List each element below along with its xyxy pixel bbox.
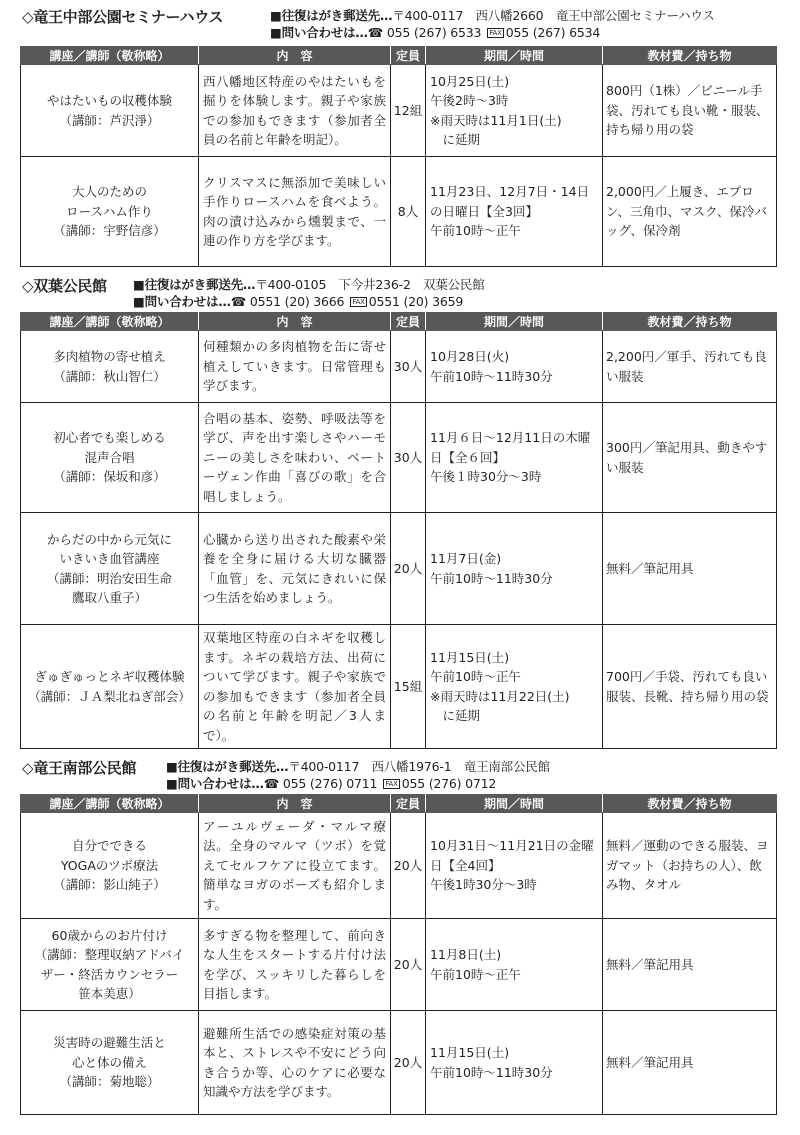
materials-cell: 無料／筆記用具	[603, 919, 777, 1011]
table-row	[21, 1011, 777, 1115]
tel: 055 (267) 6533	[386, 25, 482, 40]
materials-cell: 無料／運動のできる服装、ヨガマット（お持ちの人）、飲み物、タオル	[603, 813, 777, 919]
table-header: 講座／講師（敬称略） 内 容 定員 期間／時間 教材費／持ち物	[21, 313, 777, 331]
capacity-cell: 12組	[391, 65, 426, 157]
lecture-cell: からだの中から元気に いきいき血管講座 （講師：明治安田生命 鷹取八重子）	[21, 513, 199, 625]
period-cell: 10月25日(土) 午後2時～3時 ※雨天時は11月1日(土) に延期	[426, 65, 603, 157]
venue-info: ■往復はがき郵送先…〒400-0105 下今井236-2 双葉公民館 ■問い合わせは…☎ 0551 (20) 3666 FAX 0551 (20) 3659	[133, 277, 485, 309]
content-cell: アーユルヴェーダ・マルマ療法。全身のマルマ（ツボ）を覚えてセルフケアに役立てます。簡単なヨガのポーズも紹介します。	[199, 813, 391, 919]
venue-info: ■往復はがき郵送先…〒400-0117 西八幡2660 竜王中部公園セミナーハウス ■問い合わせは…☎ 055 (267) 6533 FAX 055 (267) 6534	[270, 8, 715, 40]
lecture-cell: ぎゅぎゅっとネギ収穫体験 （講師：ＪＡ梨北ねぎ部会）	[21, 625, 199, 749]
materials-cell: 2,000円／上履き、エプロン、三角巾、マスク、保冷バッグ、保冷剤	[603, 157, 777, 267]
period-cell: 11月15日(土) 午前10時～11時30分	[426, 1011, 603, 1115]
materials-cell: 300円／筆記用具、動きやすい服装	[603, 403, 777, 513]
materials-cell: 2,200円／軍手、汚れても良い服装	[603, 331, 777, 403]
capacity-cell: 30人	[391, 331, 426, 403]
table-row	[21, 813, 777, 919]
materials-cell: 無料／筆記用具	[603, 513, 777, 625]
course-table	[20, 46, 777, 267]
tel: 0551 (20) 3666	[249, 294, 345, 309]
lecture-cell: 自分でできる YOGAのツボ療法 （講師：影山純子）	[21, 813, 199, 919]
capacity-cell: 15組	[391, 625, 426, 749]
materials-cell: 800円（1株）／ビニール手袋、汚れても良い靴・服装、持ち帰り用の袋	[603, 65, 777, 157]
course-table	[20, 794, 777, 1115]
fax-icon: FAX	[385, 780, 398, 788]
section-ryuo-chubu	[20, 4, 780, 267]
content-cell: 双葉地区特産の白ネギを収穫します。ネギの栽培方法、出荷について学びます。親子や家族での参加もできます（参加者全員の名前と年齢を明記／3人まで）。	[199, 625, 391, 749]
period-cell: 11月8日(土) 午前10時～正午	[426, 919, 603, 1011]
fax: 055 (267) 6534	[505, 25, 601, 40]
address: 〒400-0117 西八幡1976-1 竜王南部公民館	[288, 759, 550, 774]
content-cell: 何種類かの多肉植物を缶に寄せ植えしていきます。日常管理も学びます。	[199, 331, 391, 403]
table-row	[21, 919, 777, 1011]
venue-title: ◇竜王南部公民館	[22, 759, 137, 777]
period-cell: 10月31日～11月21日の金曜日【全4回】 午後1時30分～3時	[426, 813, 603, 919]
tel: 055 (276) 0711	[282, 776, 378, 791]
capacity-cell: 20人	[391, 919, 426, 1011]
content-cell: 心臓から送り出された酸素や栄養を全身に届ける大切な臓器「血管」を、元気にきれいに保つ生活を始めましょう。	[199, 513, 391, 625]
section-ryuo-nanbu	[20, 755, 780, 1115]
venue-info: ■往復はがき郵送先…〒400-0117 西八幡1976-1 竜王南部公民館 ■問い合わせは…☎ 055 (276) 0711 FAX 055 (276) 0712	[166, 759, 550, 791]
venue-title: ◇竜王中部公園セミナーハウス	[22, 8, 224, 26]
table-header: 講座／講師（敬称略） 内 容 定員 期間／時間 教材費／持ち物	[21, 795, 777, 813]
capacity-cell: 20人	[391, 1011, 426, 1115]
section-futaba	[20, 273, 780, 749]
phone-icon: ☎	[367, 25, 384, 40]
table-row	[21, 513, 777, 625]
fax-icon: FAX	[352, 298, 365, 306]
lecture-cell: 災害時の避難生活と 心と体の備え （講師：菊地聡）	[21, 1011, 199, 1115]
table-header: 講座／講師（敬称略） 内 容 定員 期間／時間 教材費／持ち物	[21, 47, 777, 65]
content-cell: 西八幡地区特産のやはたいもを掘りを体験します。親子や家族での参加もできます（参加者全員の名前と年齢を明記）。	[199, 65, 391, 157]
content-cell: 避難所生活での感染症対策の基本と、ストレスや不安にどう向き合うか等、心のケアに必要な知識や方法を学びます。	[199, 1011, 391, 1115]
period-cell: 11月23日、12月7日・14日の日曜日【全3回】 午前10時～正午	[426, 157, 603, 267]
content-cell: 多すぎる物を整理して、前向きな人生をスタートする片付け法を学び、スッキリした暮らしを目指します。	[199, 919, 391, 1011]
period-cell: 11月7日(金) 午前10時～11時30分	[426, 513, 603, 625]
period-cell: 11月15日(土) 午前10時～正午 ※雨天時は11月22日(土) に延期	[426, 625, 603, 749]
capacity-cell: 20人	[391, 813, 426, 919]
table-row	[21, 65, 777, 157]
lecture-cell: 多肉植物の寄せ植え （講師：秋山智仁）	[21, 331, 199, 403]
content-cell: 合唱の基本、姿勢、呼吸法等を学び、声を出す楽しさやハーモニーの美しさを味わい、ベートーヴェン作曲「喜びの歌」を合唱しましょう。	[199, 403, 391, 513]
course-table	[20, 312, 777, 749]
fax-icon: FAX	[489, 29, 502, 37]
venue-title: ◇双葉公民館	[22, 277, 107, 295]
materials-cell: 無料／筆記用具	[603, 1011, 777, 1115]
table-row	[21, 625, 777, 749]
fax: 055 (276) 0712	[401, 776, 497, 791]
table-row	[21, 157, 777, 267]
table-row	[21, 331, 777, 403]
lecture-cell: 初心者でも楽しめる 混声合唱 （講師：保坂和彦）	[21, 403, 199, 513]
phone-icon: ☎	[263, 776, 280, 791]
capacity-cell: 30人	[391, 403, 426, 513]
phone-icon: ☎	[230, 294, 247, 309]
address: 〒400-0117 西八幡2660 竜王中部公園セミナーハウス	[392, 8, 715, 23]
capacity-cell: 20人	[391, 513, 426, 625]
capacity-cell: 8人	[391, 157, 426, 267]
period-cell: 10月28日(火) 午前10時～11時30分	[426, 331, 603, 403]
lecture-cell: やはたいもの収穫体験 （講師：芦沢淨）	[21, 65, 199, 157]
lecture-cell: 大人のための ロースハム作り （講師：宇野信彦）	[21, 157, 199, 267]
table-row	[21, 403, 777, 513]
content-cell: クリスマスに無添加で美味しい手作りロースハムを食べよう。肉の漬け込みから燻製まで、一連の作り方を学びます。	[199, 157, 391, 267]
fax: 0551 (20) 3659	[368, 294, 464, 309]
materials-cell: 700円／手袋、汚れても良い服装、長靴、持ち帰り用の袋	[603, 625, 777, 749]
period-cell: 11月６日～12月11日の木曜日【全６回】 午後１時30分～3時	[426, 403, 603, 513]
address: 〒400-0105 下今井236-2 双葉公民館	[255, 277, 485, 292]
lecture-cell: 60歳からのお片付け （講師：整理収納アドバイ ザー・終活カウンセラー 笹本美恵）	[21, 919, 199, 1011]
